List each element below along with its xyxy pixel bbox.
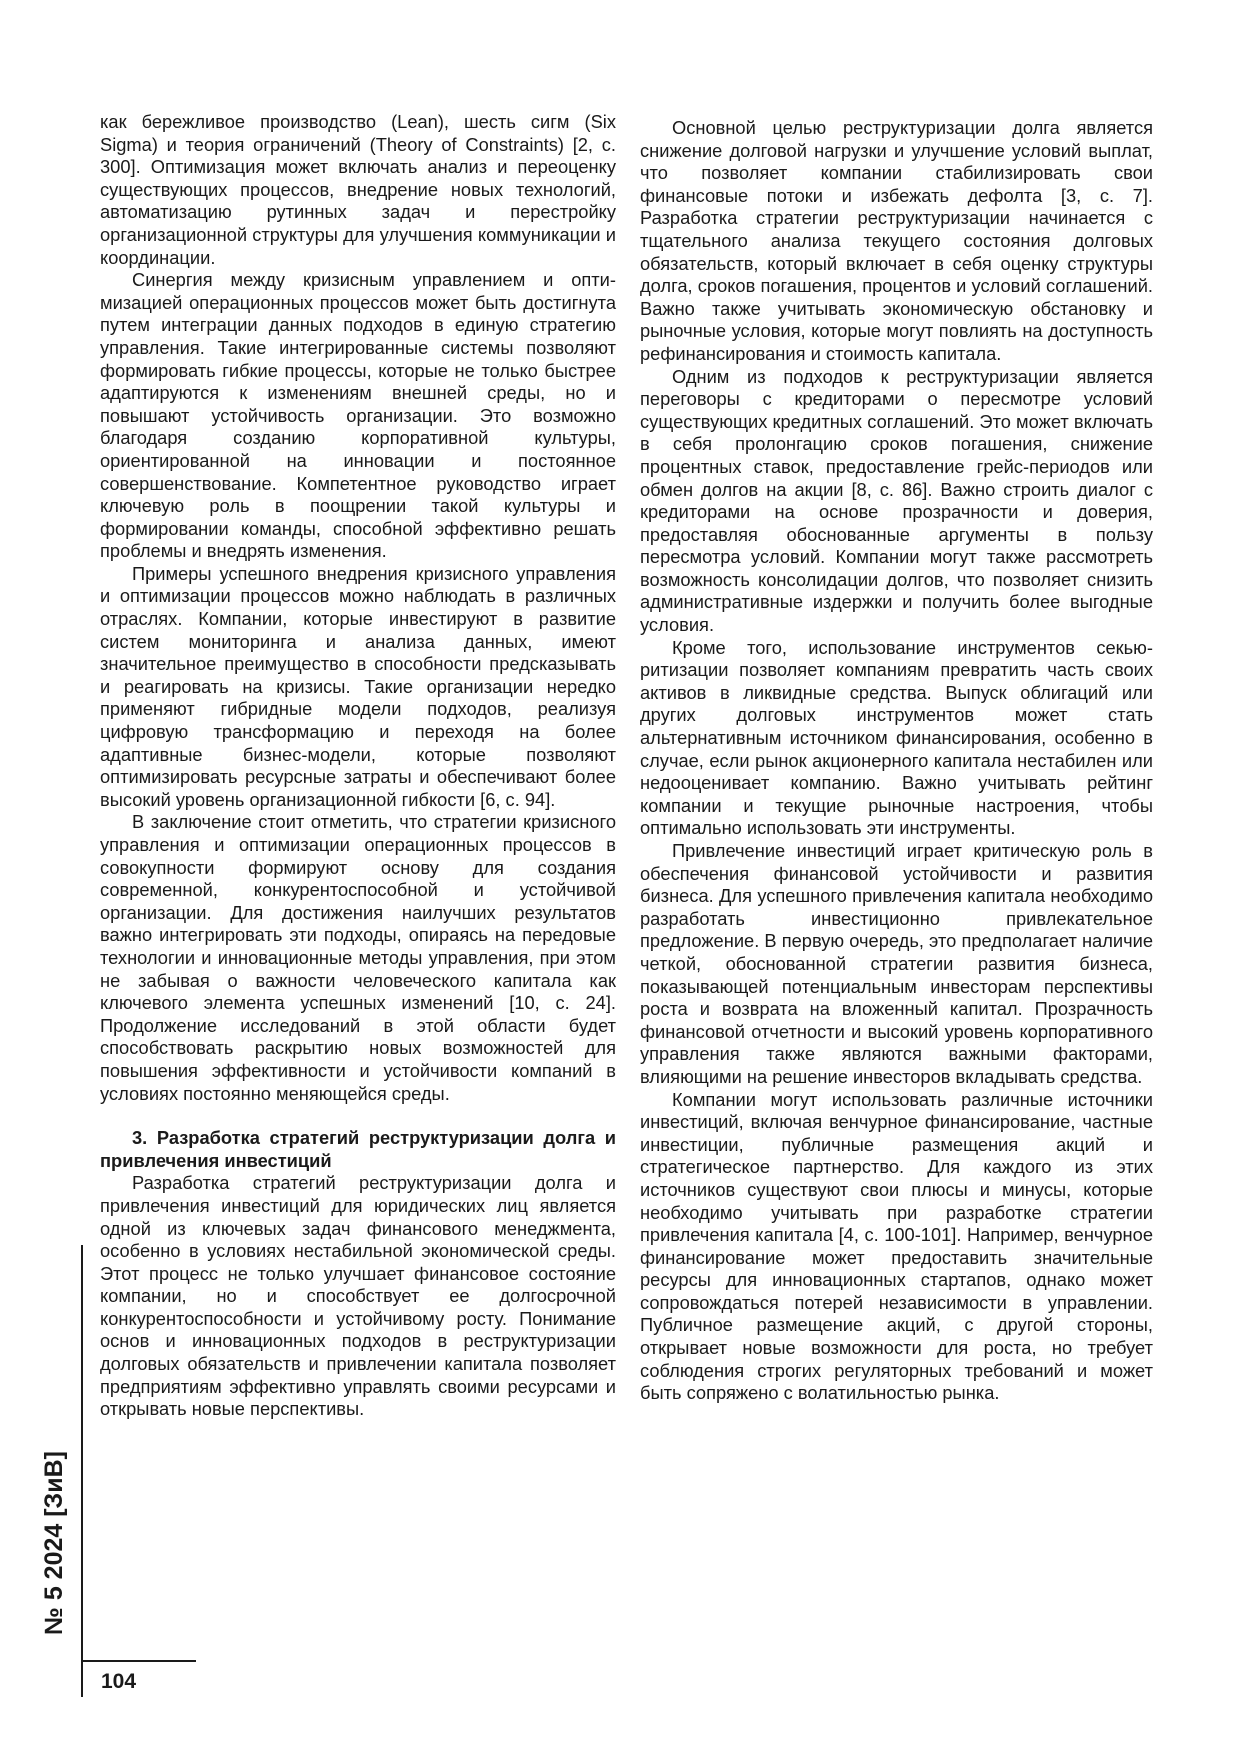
page-number: 104: [101, 1670, 137, 1693]
paragraph: как бережливое производство (Lean), шесть сигм (Six Sigma) и теория ограничений (Theory of Constraints) [2, с. 300]. Оптимизация может включать анализ и переоценку существующих процессов, внедрение новых технологий, автоматизацию рутинных задач и перестройку организационной структуры для улучшения коммуникации и координации.: [100, 111, 616, 268]
section-heading: 3. Разработка стратегий реструктуризации долга и привлечения инвестиций: [100, 1127, 616, 1171]
paragraph: Кроме того, использование инструментов секьюритизации позволяет компаниям превратить часть своих активов в ликвидные средства. Выпуск облигаций или других долговых инструментов может стать альтернативным источником финансирования, особенно в случае, если рынок акционерного капитала нестабилен или недооценивает компанию. Важно учитывать рейтинг компании и текущие рыночные настроения, чтобы оптимально использовать эти инструменты.: [640, 636, 1153, 839]
paragraph: Привлечение инвестиций играет критическую роль в обеспечения финансовой устойчивости и развития бизнеса. Для успешного привлечения капитала необходимо разработать инвестиционно привлекательное предложение. В первую очередь, это предполагает наличие четкой, обоснованной стратегии развития бизнеса, показывающей потенциальным инвесторам перспективы роста и возврата на вложенный капитал. Прозрачность финансовой отчетности и высокий уровень корпоративного управления также являются важными факторами, влияющими на решение инвесторов вкладывать средства.: [640, 840, 1153, 1087]
margin-rule-horizontal: [81, 1660, 196, 1662]
paragraph: Основной целью реструктуризации долга является снижение долговой нагрузки и улучшение условий выплат, что позволяет компании стабилизировать свои финансовые потоки и избежать дефолта [3, с. 7]. Разработка стратегии реструктуризации начинается с тщательного анализа текущего состояния долговых обязательств, который включает в себя оценку структуры долга, сроков погашения, процентов и условий соглашений. Важно также учитывать экономическую обстановку и рыночные условия, которые могут повлиять на доступность рефинансирования и стоимость капитала.: [640, 117, 1153, 364]
paragraph: Разработка стратегий реструктуризации долга и привлечения инвестиций для юридических лиц является одной из ключевых задач финансового менеджмента, особенно в условиях нестабильной экономической среды. Этот процесс не только улучшает финансовое состояние компании, но и способствует ее долгосрочной конкурентоспособности и устойчивому росту. Понимание основ и инновационных подходов в реструктуризации долговых обязательств и привлечении капитала позволяет предприятиям эффективно управлять своими ресурсами и открывать новые перспективы.: [100, 1172, 616, 1420]
section-gap: [100, 1105, 616, 1127]
paragraph: Компании могут использовать различные источники инвестиций, включая венчурное финансирование, частные инвестиции, публичные размещения акций и стратегическое партнерство. Для каждого из этих источников существуют свои плюсы и минусы, которые необходимо учитывать при разработке стратегии привлечения капитала [4, с. 100-101]. Например, венчурное финансирование может предоставить значительные ресурсы для инновационных стартапов, однако может сопровождаться потерей независимости в управлении. Публичное размещение акций, с другой стороны, открывает новые возможности для роста, но требует соблюдения строгих регуляторных требований и может быть сопряжено с волатильностью рынка.: [640, 1088, 1153, 1404]
left-column: [100, 111, 616, 1421]
paragraph: Примеры успешного внедрения кризисного управления и оптимизации процессов можно наблюдать в различных отраслях. Компании, которые инвестируют в развитие систем мониторинга и анализа данных, имеют значительное преимущество в способности предсказывать и реагировать на кризисы. Такие организации нередко применяют гибридные модели подходов, реализуя цифровую трансформацию и переходя на более адаптивные бизнес-модели, которые позволяют оптимизировать ресурсные затраты и обеспечивают более высокий уровень организационной гибкости [6, с. 94].: [100, 562, 616, 810]
paragraph: Одним из подходов к реструктуризации является переговоры с кредиторами о пересмотре условий существующих кредитных соглашений. Это может включать в себя пролонгацию сроков погашения, снижение процентных ставок, предоставление грейс-периодов или обмен долгов на акции [8, с. 86]. Важно строить диалог с кредиторами на основе прозрачности и доверия, предоставляя обоснованные аргументы в пользу пересмотра условий. Компании могут также рассмотреть возможность консолидации долгов, что позволяет снизить административные издержки и получить более выгодные условия.: [640, 365, 1153, 636]
paragraph: В заключение стоит отметить, что стратегии кризисного управления и оптимизации операционных процессов в совокупности формируют основу для создания современной, конкурентоспособной и устойчивой организации. Для достижения наилучших результатов важно интегрировать эти подходы, опираясь на передовые технологии и инновационные методы управления, при этом не забывая о важности человеческого капитала как ключевого элемента успешных изменений [10, с. 24]. Продолжение исследований в этой области будет способствовать раскрытию новых возможностей для повышения эффективности и устойчивости компаний в условиях постоянно меняющейся среды.: [100, 811, 616, 1104]
right-column: [640, 117, 1153, 1405]
paragraph: Синергия между кризисным управлением и оптимизацией операционных процессов может быть достигнута путем интеграции данных подходов в единую стратегию управления. Такие интегрированные системы позволяют формировать гибкие процессы, которые не только быстрее адаптируются к изменениям внешней среды, но и повышают устойчивость организации. Это возможно благодаря созданию корпоративной культуры, ориентированной на инновации и постоянное совершенствование. Компетентное руководство играет ключевую роль в поощрении такой культуры и формировании команды, способной эффективно решать проблемы и внедрять изменения.: [100, 269, 616, 562]
issue-label: № 5 2024 [ЗиВ]: [40, 1451, 68, 1635]
